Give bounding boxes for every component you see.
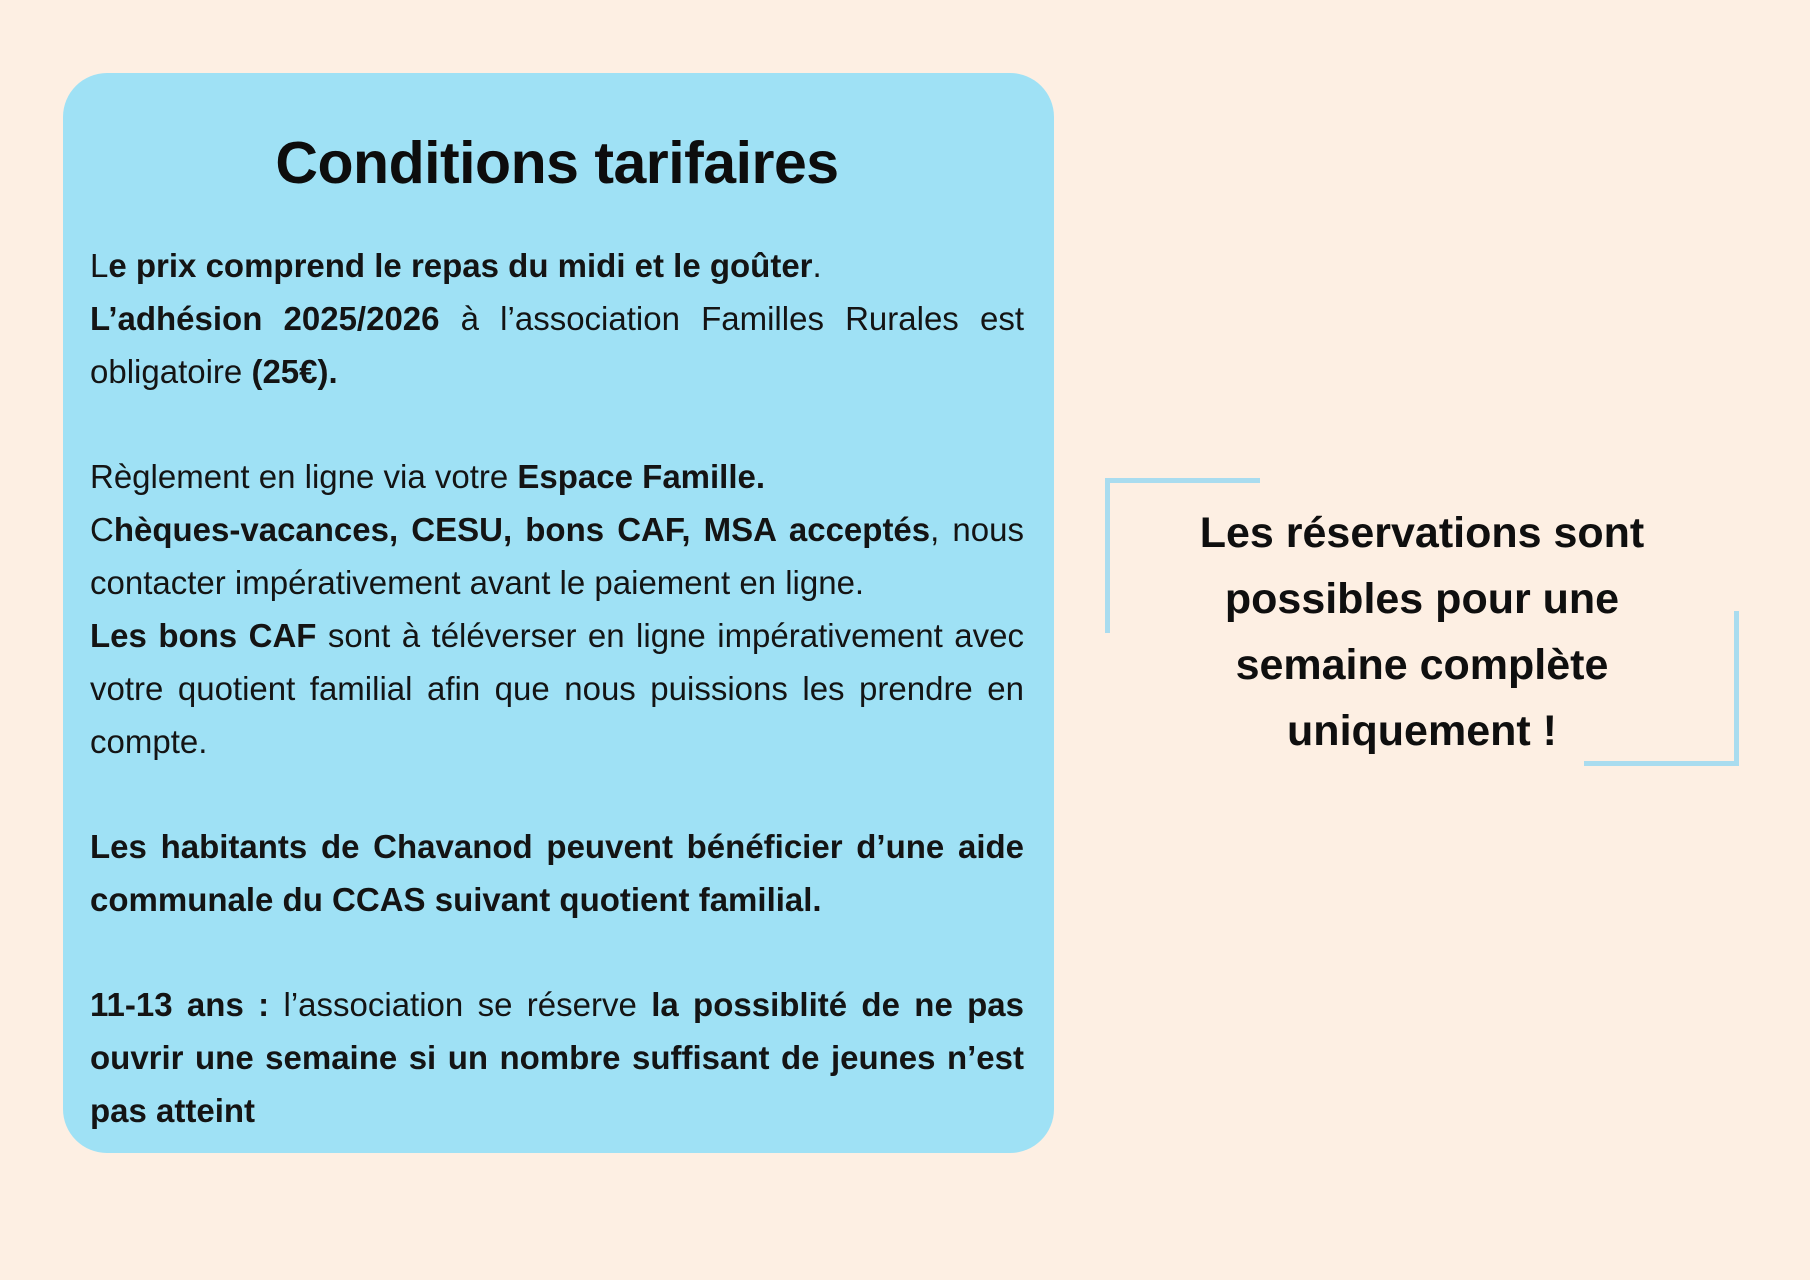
text-run: sont à téléverser en ligne impérativement avec votre quotient familial afin que nous puissions les prendre en compte. — [90, 617, 1024, 760]
text-run: l’association se réserve — [269, 986, 652, 1023]
spacer — [90, 926, 1024, 978]
text-run: . — [812, 247, 822, 284]
paragraph-caf-vouchers — [90, 609, 1024, 768]
text-run: à l’association Familles Rurales est obligatoire — [90, 300, 1024, 390]
reservation-callout — [1105, 478, 1739, 766]
notice-line: semaine complète — [1235, 641, 1609, 689]
text-run-bold: e prix comprend le repas du midi et le goûter — [108, 247, 813, 284]
text-run-bold: la possiblité de ne pas ouvrir une semaine si un nombre suffisant de jeunes n’est pas atteint — [90, 986, 1025, 1129]
text-run-bold: (25€). — [251, 353, 338, 390]
text-run-bold: L’adhésion 2025/2026 — [90, 300, 440, 337]
text-run: L — [90, 247, 109, 284]
reservation-notice — [1105, 500, 1739, 764]
paragraph-age-11-13 — [90, 978, 1024, 1137]
text-run: Règlement en ligne via votre — [90, 458, 518, 495]
paragraph-accepted-payments — [90, 503, 1024, 609]
text-run-bold: hèques-vacances, CESU, bons CAF, MSA acceptés — [113, 511, 931, 548]
pricing-conditions-card — [63, 73, 1054, 1153]
notice-line: uniquement ! — [1287, 707, 1557, 755]
spacer — [90, 768, 1024, 820]
text-run-bold: Les habitants de Chavanod peuvent bénéficier d’une aide communale du CCAS suivant quotient familial. — [90, 828, 1024, 918]
spacer — [90, 398, 1024, 450]
paragraph-ccas-aid — [90, 820, 1024, 926]
card-title: Conditions tarifaires — [275, 130, 839, 196]
notice-line: Les réservations sont — [1199, 509, 1645, 557]
paragraph-membership — [90, 292, 1024, 398]
notice-line: possibles pour une — [1224, 575, 1620, 623]
text-run-bold: Les bons CAF — [90, 617, 317, 654]
text-run-bold: Espace Famille. — [517, 458, 766, 495]
text-run: C — [90, 511, 114, 548]
paragraph-online-payment — [90, 450, 1024, 503]
text-run: , nous contacter impérativement avant le paiement en ligne. — [90, 511, 1024, 601]
paragraph-meal-included — [90, 239, 1024, 292]
text-run-bold: 11-13 ans : — [90, 986, 270, 1023]
